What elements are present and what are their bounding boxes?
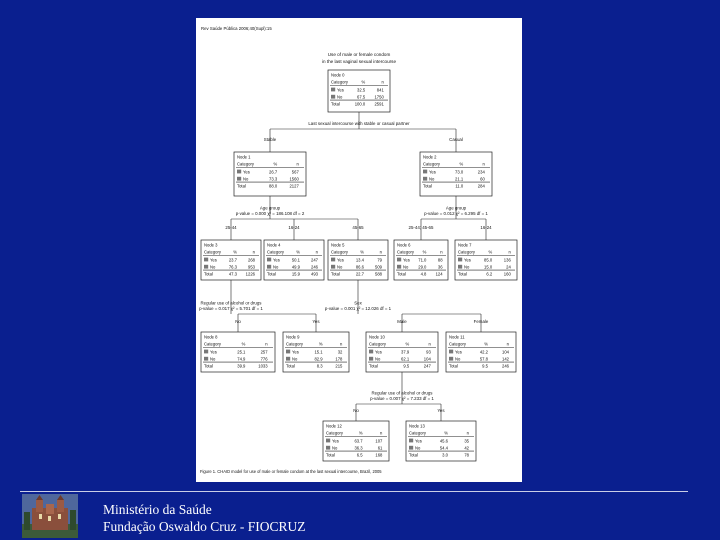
split-node1-title: Age group — [259, 205, 281, 211]
node-9-row-no-n: 178 — [335, 356, 343, 362]
node-7-row-no-n: 24 — [506, 264, 511, 270]
node-1-swatch-yes — [237, 170, 241, 174]
node-11-swatch-no — [449, 357, 453, 361]
node-2-row-yes-category: Yes — [429, 169, 436, 175]
node-2-row-total-pct: 11.0 — [455, 183, 464, 189]
node-11-header-n: n — [506, 341, 509, 347]
node-10-row-no-n: 104 — [423, 356, 431, 362]
node-1-row-no-n: 1560 — [289, 176, 299, 182]
node-1-header-n: n — [296, 161, 299, 167]
node-11-label: Node 11 — [449, 334, 465, 340]
node-2-swatch-yes — [423, 170, 427, 174]
node-11-row-no-n: 142 — [502, 356, 509, 362]
node-4-row-total-pct: 15.9 — [291, 271, 300, 277]
node-7-row-total-category: Total — [458, 271, 467, 277]
node-1-row-no-category: No — [243, 176, 249, 182]
node-1-label: Node 1 — [237, 154, 251, 160]
node-5-row-total-pct: 22.7 — [355, 271, 364, 277]
split-node10-branch-2: Yes — [437, 408, 445, 413]
node-6-row-yes-n: 88 — [437, 257, 443, 263]
split-node2-branch-2: 16-24 — [480, 225, 492, 230]
split-root-title: Last sexual intercourse with stable or casual partner — [308, 121, 410, 127]
node-12-row-yes-category: Yes — [332, 438, 339, 444]
node-3-label: Node 3 — [204, 242, 218, 248]
node-0-row-no-n: 1750 — [374, 94, 384, 100]
node-6-row-total-category: Total — [397, 271, 406, 277]
split-node3-branch-2: Yes — [312, 319, 320, 324]
node-10-header-category: Category — [369, 341, 386, 347]
node-8-swatch-yes — [204, 350, 208, 354]
node-0-header-n: n — [381, 79, 384, 85]
node-7-row-yes-pct: 85.0 — [484, 257, 493, 263]
node-0-row-no-category: No — [337, 94, 343, 100]
node-6-row-total-n: 124 — [435, 271, 443, 277]
node-13-row-total-pct: 3.0 — [442, 452, 448, 458]
node-0-swatch-yes — [331, 88, 335, 92]
node-1-row-yes-pct: 26.7 — [269, 169, 278, 175]
node-9-header-pct: % — [318, 341, 323, 347]
node-6-row-yes-pct: 71.0 — [418, 257, 427, 263]
node-12-header-pct: % — [358, 430, 363, 436]
node-11-header-category: Category — [449, 341, 466, 347]
node-3-row-yes-n: 268 — [248, 257, 255, 263]
node-12-swatch-no — [326, 446, 330, 450]
node-5-header-n: n — [379, 249, 382, 255]
node-13-header-n: n — [466, 430, 469, 436]
figure-citation: Rev Saúde Pública 2006;40(Supl):15 — [201, 26, 272, 31]
node-12-row-total-pct: 6.5 — [356, 452, 363, 458]
node-0-row-total-category: Total — [331, 101, 340, 107]
node-6-header-pct: % — [422, 249, 427, 255]
node-7-row-yes-category: Yes — [464, 257, 471, 263]
split-node5-branch-2: Female — [473, 319, 489, 324]
node-0-header-pct: % — [361, 79, 366, 85]
node-4-row-yes-category: Yes — [273, 257, 280, 263]
node-2-row-no-pct: 21.1 — [455, 176, 464, 182]
node-3-header-category: Category — [204, 249, 221, 255]
node-11-row-no-pct: 57.8 — [479, 356, 488, 362]
node-7-header-n: n — [508, 249, 511, 255]
node-2-row-total-category: Total — [423, 183, 432, 189]
node-10-label: Node 10 — [369, 334, 385, 340]
node-6-row-no-pct: 29.0 — [418, 264, 427, 270]
node-6-row-no-n: 36 — [437, 264, 443, 270]
node-1-row-total-category: Total — [237, 183, 246, 189]
node-9-label: Node 9 — [286, 334, 300, 340]
node-3-row-no-pct: 76.3 — [228, 264, 237, 270]
node-9-row-total-n: 215 — [335, 363, 343, 369]
node-5-swatch-yes — [331, 258, 335, 262]
node-5-swatch-no — [331, 265, 335, 269]
node-5-row-yes-n: 79 — [377, 257, 382, 263]
node-2-row-no-category: No — [429, 176, 435, 182]
split-node1-branch-2: 16-24 — [288, 225, 300, 230]
node-8-row-total-n: 1033 — [258, 363, 268, 369]
node-11-row-total-category: Total — [449, 363, 458, 369]
node-7-label: Node 7 — [458, 242, 472, 248]
node-6-label: Node 6 — [397, 242, 411, 248]
split-node10-branch-1: No — [353, 408, 359, 413]
node-7-header-category: Category — [458, 249, 475, 255]
node-9-row-yes-category: Yes — [292, 349, 299, 355]
node-11-header-pct: % — [484, 341, 488, 347]
node-7-swatch-no — [458, 265, 462, 269]
split-node2-branch-1: 25-44; 45-65 — [408, 225, 434, 230]
node-4-row-no-n: 246 — [311, 264, 318, 270]
split-node5-title: Sex — [354, 300, 362, 306]
node-8-row-no-pct: 74.9 — [237, 356, 246, 362]
fiocruz-castle-logo — [22, 494, 78, 538]
node-3-row-total-category: Total — [204, 271, 213, 277]
node-4-header-category: Category — [267, 249, 284, 255]
node-13-header-pct: % — [444, 430, 448, 436]
node-7-row-total-pct: 6.2 — [486, 271, 493, 277]
node-13-label: Node 13 — [409, 423, 425, 429]
node-11-row-total-n: 246 — [502, 363, 509, 369]
node-13-header-category: Category — [409, 430, 426, 436]
node-5-header-category: Category — [331, 249, 348, 255]
node-0-row-no-pct: 67.5 — [357, 94, 366, 100]
node-7-row-total-n: 160 — [503, 271, 511, 277]
node-0-swatch-no — [331, 95, 335, 99]
node-4-header-pct: % — [296, 249, 300, 255]
node-8-row-yes-category: Yes — [210, 349, 217, 355]
node-1-swatch-no — [237, 177, 241, 181]
node-10-row-yes-category: Yes — [375, 349, 382, 355]
split-node10-title: Regular use of alcohol or drugs — [371, 390, 433, 396]
node-13-row-yes-category: Yes — [415, 438, 422, 444]
footer-fiocruz: Fundação Oswaldo Cruz - FIOCRUZ — [103, 519, 306, 534]
split-node2-title: Age group — [445, 205, 467, 211]
node-6-header-n: n — [440, 249, 443, 255]
node-10-row-yes-n: 93 — [426, 349, 431, 355]
node-13-row-no-n: 42 — [464, 445, 469, 451]
node-3-row-no-category: No — [210, 264, 216, 270]
node-4-swatch-yes — [267, 258, 271, 262]
node-5-row-total-n: 588 — [375, 271, 382, 277]
node-0-label: Node 0 — [331, 72, 345, 78]
node-8-header-category: Category — [204, 341, 221, 347]
node-9-row-total-category: Total — [286, 363, 295, 369]
node-4-row-no-pct: 49.9 — [291, 264, 300, 270]
node-11-row-yes-pct: 42.2 — [479, 349, 488, 355]
node-3-row-no-n: 953 — [248, 264, 255, 270]
split-root-branch-1: Stable — [263, 137, 277, 142]
node-2-swatch-no — [423, 177, 427, 181]
node-1-header-pct: % — [273, 161, 278, 167]
node-8-row-total-category: Total — [204, 363, 213, 369]
node-7-swatch-yes — [458, 258, 462, 262]
node-9-swatch-yes — [286, 350, 290, 354]
node-8-swatch-no — [204, 357, 208, 361]
node-7-row-no-pct: 15.0 — [484, 264, 493, 270]
node-9-swatch-no — [286, 357, 290, 361]
node-13-row-yes-pct: 45.6 — [439, 438, 448, 444]
node-13-swatch-no — [409, 446, 413, 450]
node-2-header-pct: % — [459, 161, 464, 167]
node-8-row-no-n: 776 — [260, 356, 268, 362]
node-4-swatch-no — [267, 265, 271, 269]
node-7-row-no-category: No — [464, 264, 470, 270]
node-0-row-total-n: 2591 — [374, 101, 384, 107]
figure-page — [196, 18, 522, 482]
node-2-header-category: Category — [423, 161, 440, 167]
node-10-row-total-pct: 9.5 — [403, 363, 410, 369]
node-5-row-no-category: No — [337, 264, 343, 270]
node-9-row-no-pct: 82.9 — [314, 356, 323, 362]
node-0-row-yes-pct: 32.5 — [357, 87, 366, 93]
node-12-row-total-n: 168 — [375, 452, 383, 458]
node-12-row-yes-n: 107 — [375, 438, 383, 444]
split-node10-stat: p-value = 0.007 χ² = 7.233 df = 1 — [370, 396, 434, 402]
node-3-swatch-yes — [204, 258, 208, 262]
node-10-row-total-n: 247 — [423, 363, 431, 369]
node-9-row-yes-pct: 15.1 — [314, 349, 323, 355]
node-3-swatch-no — [204, 265, 208, 269]
node-11-row-total-pct: 9.5 — [482, 363, 488, 369]
node-4-row-no-category: No — [273, 264, 279, 270]
node-11-swatch-yes — [449, 350, 453, 354]
node-5-header-pct: % — [360, 249, 364, 255]
node-10-header-n: n — [428, 341, 431, 347]
split-node1-stat: p-value = 0.000 χ² = 186.108 df = 2 — [235, 211, 305, 217]
node-1-row-total-pct: 88.0 — [269, 183, 278, 189]
node-10-row-yes-pct: 37.9 — [401, 349, 410, 355]
node-0-title-line-1: Use of male or female condom — [327, 52, 391, 57]
node-10-header-pct: % — [405, 341, 410, 347]
node-9-row-yes-n: 32 — [337, 349, 343, 355]
node-10-row-no-pct: 62.1 — [401, 356, 410, 362]
node-12-row-total-category: Total — [326, 452, 335, 458]
node-12-label: Node 12 — [326, 423, 342, 429]
footer-divider — [20, 491, 688, 492]
node-13-swatch-yes — [409, 439, 413, 443]
node-13-row-no-category: No — [415, 445, 421, 451]
node-4-header-n: n — [315, 249, 318, 255]
node-0-row-yes-n: 841 — [376, 87, 384, 93]
node-8-header-pct: % — [241, 341, 246, 347]
node-1-row-yes-n: 567 — [291, 169, 299, 175]
node-12-row-no-category: No — [332, 445, 338, 451]
node-9-header-n: n — [340, 341, 343, 347]
split-node3-title: Regular use of alcohol or drugs — [200, 300, 262, 306]
node-3-row-total-n: 1226 — [245, 271, 255, 277]
node-2-row-total-n: 284 — [477, 183, 485, 189]
node-10-swatch-yes — [369, 350, 373, 354]
node-13-row-total-category: Total — [409, 452, 418, 458]
node-0-title-line-2: in the last vaginal sexual intercourse — [321, 59, 397, 64]
split-node2-stat: p-value = 0.012 χ² = 6.295 df = 1 — [424, 211, 488, 217]
node-0-row-total-pct: 100.0 — [354, 101, 366, 107]
node-13-row-no-pct: 54.4 — [439, 445, 448, 451]
split-node1-branch-1: 25-44 — [225, 225, 237, 230]
node-3-header-n: n — [252, 249, 255, 255]
node-0-header-category: Category — [331, 79, 348, 85]
node-12-row-yes-pct: 63.7 — [354, 438, 363, 444]
node-10-swatch-no — [369, 357, 373, 361]
node-0-row-yes-category: Yes — [337, 87, 344, 93]
node-8-row-no-category: No — [210, 356, 216, 362]
node-6-header-category: Category — [397, 249, 414, 255]
node-1-row-yes-category: Yes — [243, 169, 250, 175]
node-12-header-n: n — [380, 430, 383, 436]
node-6-swatch-no — [397, 265, 401, 269]
node-12-row-no-pct: 36.3 — [354, 445, 363, 451]
chaid-tree-diagram — [196, 18, 522, 482]
node-8-header-n: n — [265, 341, 268, 347]
node-7-row-yes-n: 136 — [503, 257, 511, 263]
split-node3-branch-1: No — [235, 319, 241, 324]
node-5-label: Node 5 — [331, 242, 345, 248]
node-2-row-yes-pct: 73.0 — [455, 169, 464, 175]
node-9-header-category: Category — [286, 341, 303, 347]
node-11-row-yes-category: Yes — [455, 349, 462, 355]
node-8-row-yes-pct: 25.1 — [237, 349, 246, 355]
node-6-swatch-yes — [397, 258, 401, 262]
node-4-row-yes-n: 247 — [311, 257, 318, 263]
node-10-row-total-category: Total — [369, 363, 378, 369]
node-3-row-total-pct: 47.3 — [228, 271, 237, 277]
split-root-branch-2: Casual — [449, 137, 463, 142]
node-2-header-n: n — [482, 161, 485, 167]
node-3-row-yes-category: Yes — [210, 257, 217, 263]
node-7-header-pct: % — [488, 249, 493, 255]
node-3-header-pct: % — [233, 249, 237, 255]
footer-ministry: Ministério da Saúde — [103, 502, 212, 517]
split-node1-branch-3: 45-65 — [352, 225, 364, 230]
footer-institution — [103, 501, 305, 535]
node-12-header-category: Category — [326, 430, 343, 436]
node-8-row-total-pct: 39.9 — [237, 363, 246, 369]
node-9-row-total-pct: 8.3 — [316, 363, 323, 369]
node-8-row-yes-n: 257 — [260, 349, 268, 355]
node-5-row-yes-pct: 13.4 — [355, 257, 364, 263]
node-13-row-total-n: 78 — [464, 452, 469, 458]
node-9-row-no-category: No — [292, 356, 298, 362]
node-5-row-no-n: 509 — [375, 264, 382, 270]
split-node5-branch-1: Male — [397, 319, 407, 324]
node-3-row-yes-pct: 23.7 — [228, 257, 237, 263]
node-6-row-no-category: No — [403, 264, 409, 270]
node-8-label: Node 8 — [204, 334, 218, 340]
node-12-row-no-n: 61 — [377, 445, 383, 451]
node-4-label: Node 4 — [267, 242, 281, 248]
node-2-row-yes-n: 234 — [477, 169, 485, 175]
node-1-row-total-n: 2127 — [289, 183, 299, 189]
node-13-row-yes-n: 35 — [464, 438, 469, 444]
node-10-row-no-category: No — [375, 356, 381, 362]
node-1-header-category: Category — [237, 161, 254, 167]
node-4-row-yes-pct: 50.1 — [291, 257, 300, 263]
node-5-row-total-category: Total — [331, 271, 340, 277]
node-11-row-yes-n: 104 — [502, 349, 509, 355]
node-5-row-yes-category: Yes — [337, 257, 344, 263]
node-5-row-no-pct: 86.6 — [355, 264, 364, 270]
node-11-row-no-category: No — [455, 356, 461, 362]
node-6-row-yes-category: Yes — [403, 257, 410, 263]
split-node5-stat: p-value = 0.001 χ² = 12.026 df = 1 — [324, 306, 392, 312]
node-1-row-no-pct: 73.3 — [269, 176, 278, 182]
node-2-label: Node 2 — [423, 154, 437, 160]
figure-caption: Figure 1. CHAID model for use of male or female condom at the last sexual intercourse, Brazil, 2005 — [200, 469, 382, 474]
split-node3-stat: p-value = 0.017 χ² = 5.701 df = 1 — [199, 306, 263, 312]
node-4-row-total-category: Total — [267, 271, 276, 277]
node-12-swatch-yes — [326, 439, 330, 443]
node-6-row-total-pct: 4.8 — [420, 271, 427, 277]
node-4-row-total-n: 493 — [311, 271, 318, 277]
node-2-row-no-n: 60 — [480, 176, 485, 182]
